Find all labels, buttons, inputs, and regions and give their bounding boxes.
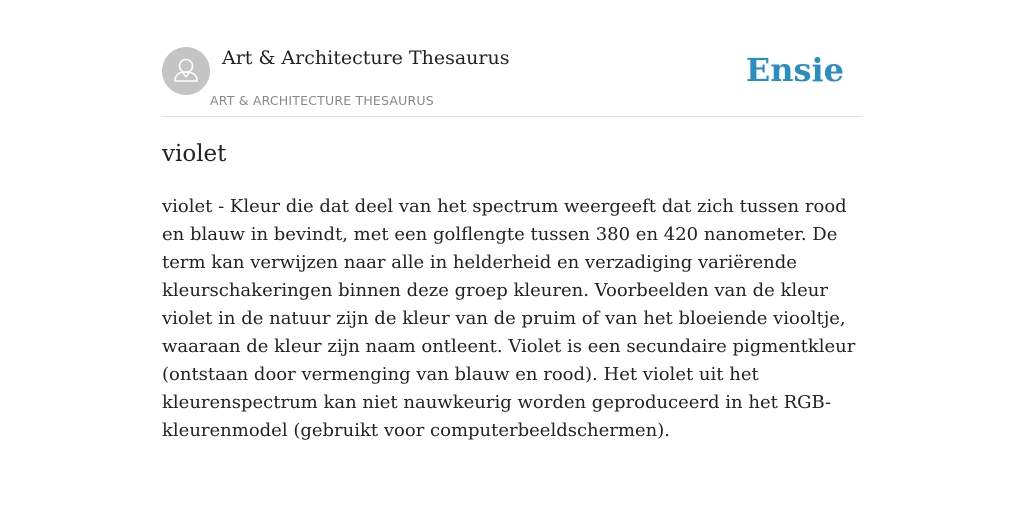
source-title[interactable]: Art & Architecture Thesaurus [222,47,510,69]
header [162,0,862,117]
entry-term: violet [162,141,227,167]
avatar[interactable] [162,47,210,95]
entry-definition: violet - Kleur die dat deel van het spectrum weergeeft dat zich tussen rood en blauw in bevindt, met een golflengte tussen 380 en 420 nanometer. De term kan verwijzen naar alle in helderheid en verzadiging variërende kleurschakeringen binnen deze groep kleuren. Voorbeelden van de kleur violet in de natuur zijn de kleur van de pruim of van het bloeiende viooltje, waaraan de kleur zijn naam ontleent. Violet is een secundaire pigmentkleur (ontstaan door vermenging van blauw en rood). Het violet uit het kleurenspectrum kan niet nauwkeurig worden geproduceerd in het RGB-kleurenmodel (gebruikt voor computerbeeldschermen). [162,196,856,441]
brand-logo[interactable]: Ensie [745,51,844,89]
source-subtitle[interactable]: ART & ARCHITECTURE THESAURUS [210,93,434,108]
user-silhouette-icon [162,47,210,95]
